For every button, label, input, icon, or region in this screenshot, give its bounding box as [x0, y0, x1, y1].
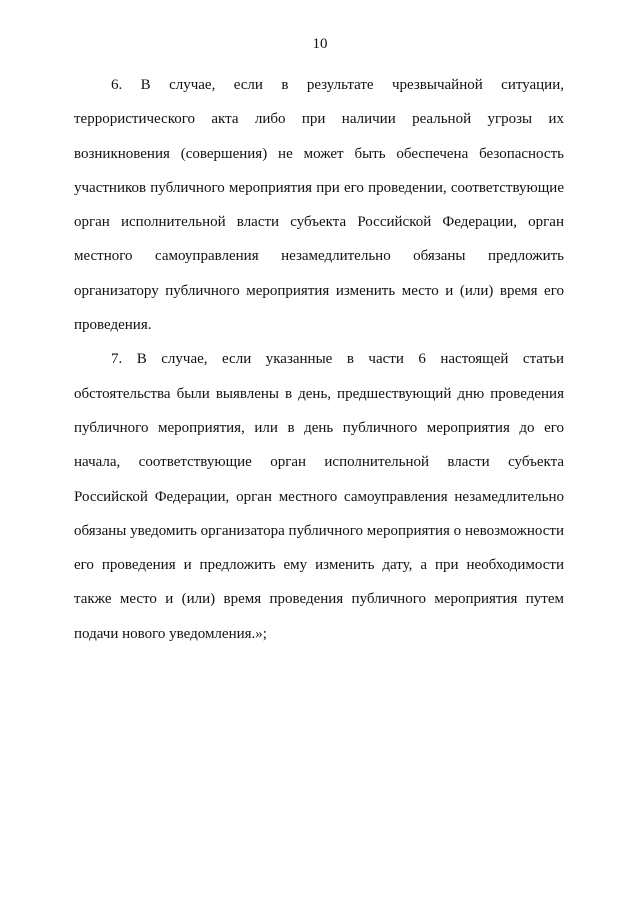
paragraph-6: 6. В случае, если в результате чрезвычайной ситуации, террористического акта либо при наличии реальной угрозы их возникновения (совершения) не может быть обеспечена безопасность участников публичного мероприятия при его проведении, соответствующие орган исполнительной власти субъекта Российской Федерации, орган местного самоуправления незамедлительно обязаны предложить организатору публичного мероприятия изменить место и (или) время его проведения. [74, 77, 564, 334]
paragraph-7: 7. В случае, если указанные в части 6 настоящей статьи обстоятельства были выявлены в день, предшествующий дню проведения публичного мероприятия, или в день публичного мероприятия до его начала, соответствующие орган исполнительной власти субъекта Российской Федерации, орган местного самоуправления незамедлительно обязаны уведомить организатора публичного мероприятия о невозможности его проведения и предложить ему изменить дату, а при необходимости также место и (или) время проведения публичного мероприятия путем подачи нового уведомления.»; [74, 351, 564, 642]
document-body [74, 68, 564, 651]
page-number: 10 [312, 36, 328, 52]
